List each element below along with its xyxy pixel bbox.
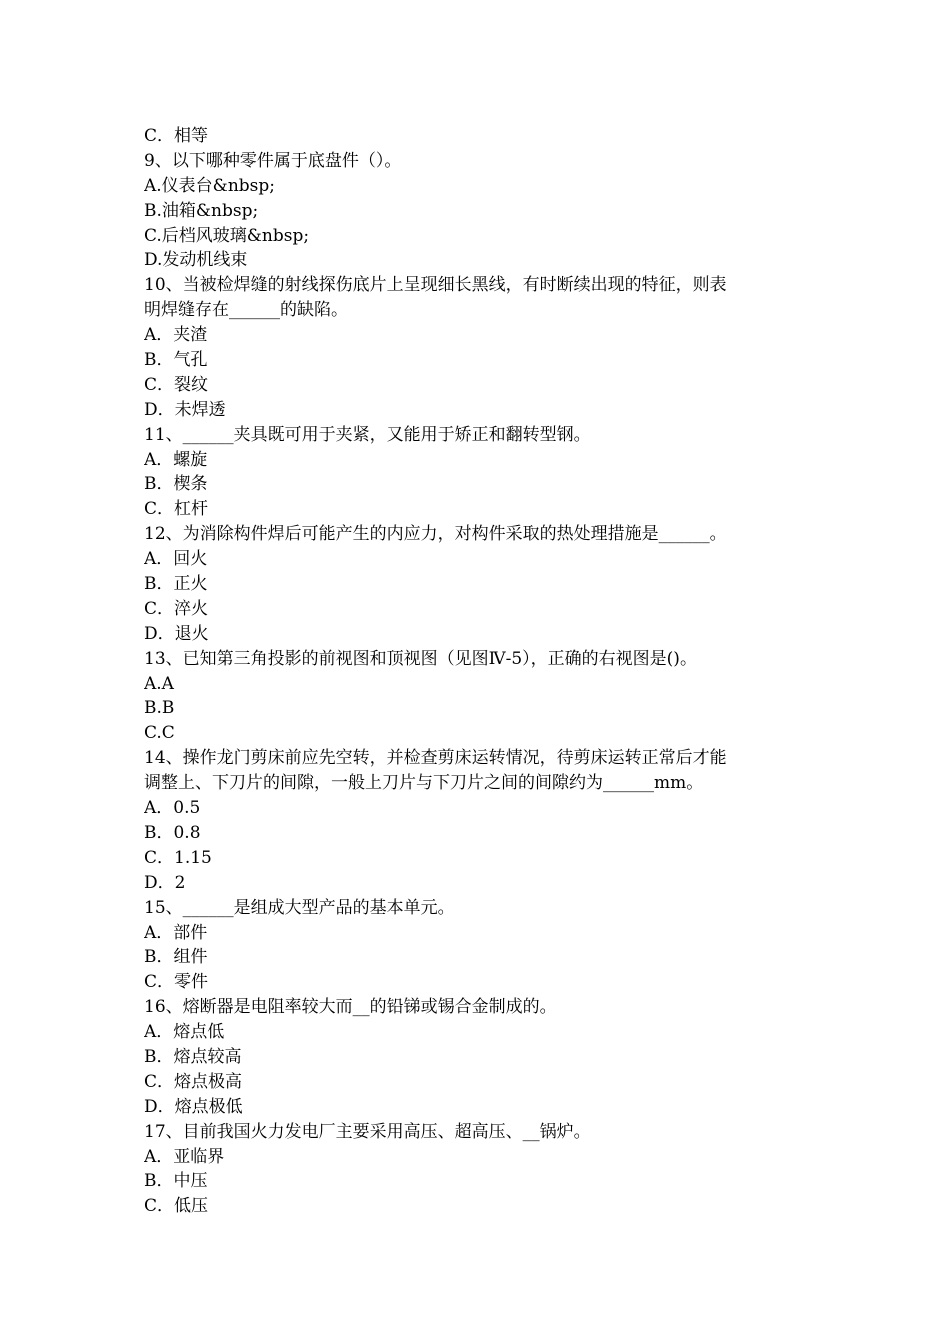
option-line: B．熔点较高 xyxy=(144,1046,242,1067)
option-line: D．熔点极低 xyxy=(144,1096,243,1117)
option-line: B.油箱&nbsp; xyxy=(144,200,259,221)
question-line: 10、当被检焊缝的射线探伤底片上呈现细长黑线，有时断续出现的特征，则表 xyxy=(144,275,727,296)
option-line: C．相等 xyxy=(144,126,209,146)
option-line: A．螺旋 xyxy=(144,449,208,470)
option-line: A．亚临界 xyxy=(144,1146,225,1167)
question-line: 13、已知第三角投影的前视图和顶视图（见图Ⅳ-5），正确的右视图是()。 xyxy=(144,648,697,669)
option-line: B.B xyxy=(144,698,175,719)
option-line: C．裂纹 xyxy=(144,374,209,395)
option-line: B．正火 xyxy=(144,574,208,595)
option-line: A．回火 xyxy=(144,549,208,570)
question-line: 明焊缝存在______的缺陷。 xyxy=(144,300,348,321)
option-line: A.仪表台&nbsp; xyxy=(144,175,275,196)
option-line: C．1.15 xyxy=(144,847,212,868)
option-line: D.发动机线束 xyxy=(144,250,248,271)
question-line: 9、以下哪种零件属于底盘件（）。 xyxy=(144,150,402,171)
question-line: 调整上、下刀片的间隙，一般上刀片与下刀片之间的间隙约为______mm。 xyxy=(144,773,704,794)
option-line: C．杠杆 xyxy=(144,499,209,520)
option-line: C．零件 xyxy=(144,972,209,993)
question-line: 12、为消除构件焊后可能产生的内应力，对构件采取的热处理措施是______。 xyxy=(144,524,727,545)
question-line: 14、操作龙门剪床前应先空转，并检查剪床运转情况，待剪床运转正常后才能 xyxy=(144,748,727,769)
option-line: A．夹渣 xyxy=(144,325,208,346)
option-line: A.A xyxy=(144,673,174,694)
document-body xyxy=(144,124,814,1219)
option-line: A．熔点低 xyxy=(144,1022,225,1043)
option-line: A．0.5 xyxy=(144,798,201,819)
question-line: 15、______是组成大型产品的基本单元。 xyxy=(144,897,455,918)
option-line: B．中压 xyxy=(144,1171,208,1192)
option-line: B．组件 xyxy=(144,947,208,968)
option-line: D．退火 xyxy=(144,623,209,644)
option-line: A．部件 xyxy=(144,922,208,943)
option-line: B．0.8 xyxy=(144,822,201,843)
option-line: D．2 xyxy=(144,872,186,893)
option-line: C．淬火 xyxy=(144,598,209,619)
question-line: 11、______夹具既可用于夹紧，又能用于矫正和翻转型钢。 xyxy=(144,424,591,445)
option-line: B．楔条 xyxy=(144,474,208,495)
option-line: C．熔点极高 xyxy=(144,1071,243,1092)
option-line: C．低压 xyxy=(144,1196,209,1217)
option-line: D．未焊透 xyxy=(144,399,226,420)
question-line: 17、目前我国火力发电厂主要采用高压、超高压、__锅炉。 xyxy=(144,1121,591,1142)
option-line: C.后档风玻璃&nbsp; xyxy=(144,225,310,246)
question-line: 16、熔断器是电阻率较大而__的铅锑或锡合金制成的。 xyxy=(144,997,557,1018)
option-line: C.C xyxy=(144,723,175,744)
option-line: B．气孔 xyxy=(144,350,208,371)
